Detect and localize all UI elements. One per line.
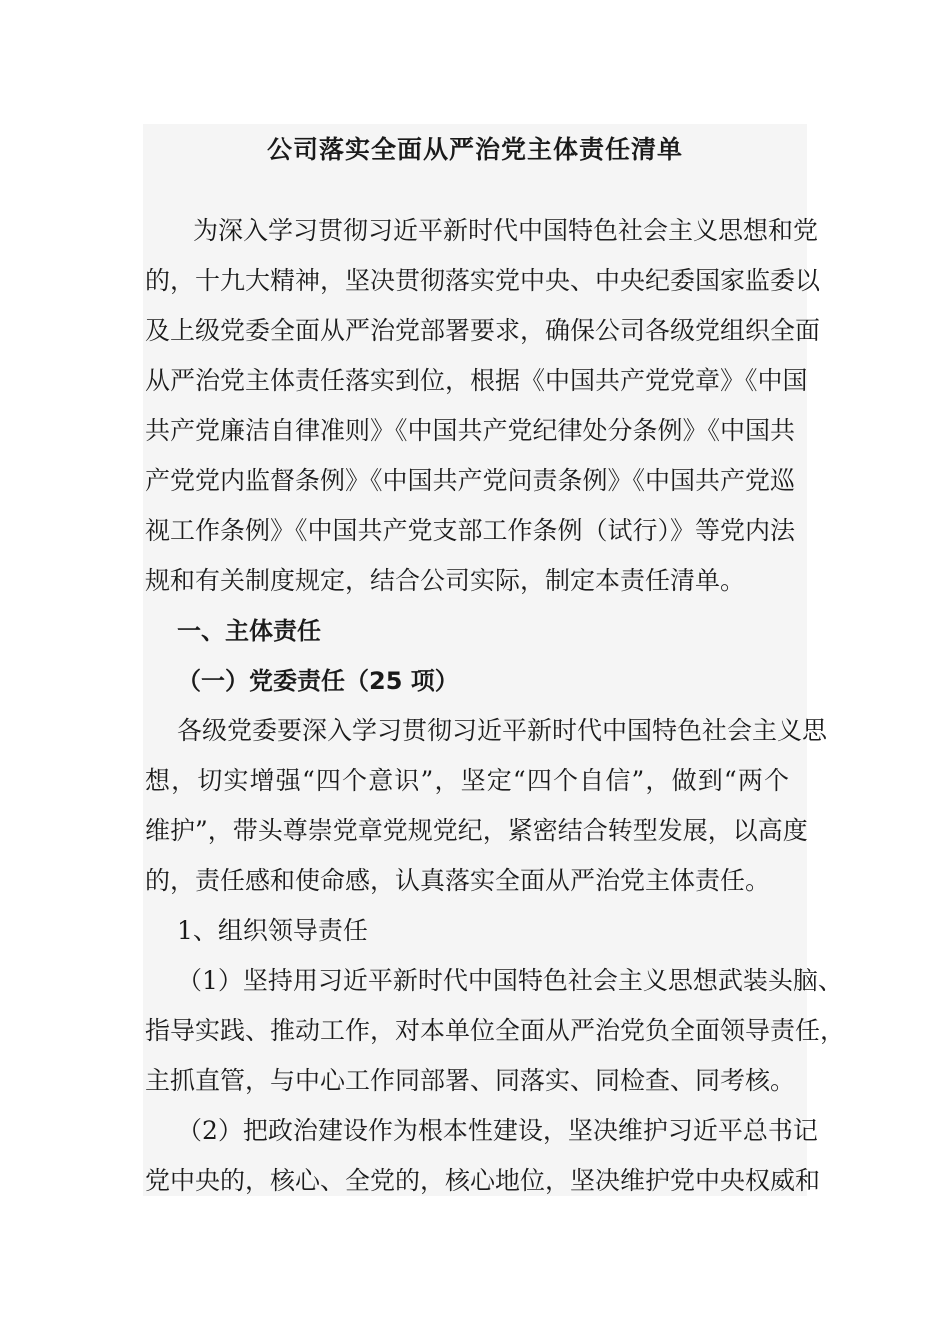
intro-line-7: 视工作条例》《中国共产党支部工作条例（试行）》等党内法 (145, 516, 796, 545)
item-1-line-3: 主抓直管，与中心工作同部署、同落实、同检查、同考核。 (145, 1066, 796, 1095)
item-2-line-1: （2）把政治建设作为根本性建设，坚决维护习近平总书记 (177, 1116, 818, 1145)
item-heading: 1、组织领导责任 (177, 916, 368, 945)
subsection-line-1: 各级党委要深入学习贯彻习近平新时代中国特色社会主义思 (177, 716, 828, 745)
document-title: 公司落实全面从严治党主体责任清单 (266, 135, 683, 164)
intro-line-4: 从严治党主体责任落实到位，根据《中国共产党党章》《中国 (145, 366, 808, 395)
subsection-line-2: 想，切实增强“四个意识”，坚定“四个自信”，做到“两个 (145, 766, 789, 795)
intro-line-5: 共产党廉洁自律准则》《中国共产党纪律处分条例》《中国共 (145, 416, 796, 445)
item-1-line-1: （1）坚持用习近平新时代中国特色社会主义思想武装头脑、 (177, 966, 843, 995)
subsection-line-3: 维护”，带头尊崇党章党规党纪，紧密结合转型发展，以高度 (145, 816, 808, 845)
intro-line-3: 及上级党委全面从严治党部署要求，确保公司各级党组织全面 (145, 316, 821, 345)
intro-line-2: 的，十九大精神，坚决贯彻落实党中央、中央纪委国家监委以 (145, 266, 821, 295)
subsection-heading: （一）党委责任（25 项） (177, 667, 459, 695)
intro-line-6: 产党党内监督条例》《中国共产党问责条例》《中国共产党巡 (145, 466, 796, 495)
section-heading: 一、主体责任 (177, 617, 321, 645)
item-1-line-2: 指导实践、推动工作，对本单位全面从严治党负全面领导责任， (145, 1016, 846, 1045)
intro-line-8: 规和有关制度规定，结合公司实际，制定本责任清单。 (145, 566, 746, 595)
item-2-line-2: 党中央的，核心、全党的，核心地位，坚决维护党中央权威和 (145, 1166, 821, 1195)
subsection-line-4: 的，责任感和使命感，认真落实全面从严治党主体责任。 (145, 866, 771, 895)
intro-line-1: 为深入学习贯彻习近平新时代中国特色社会主义思想和党 (193, 216, 819, 245)
